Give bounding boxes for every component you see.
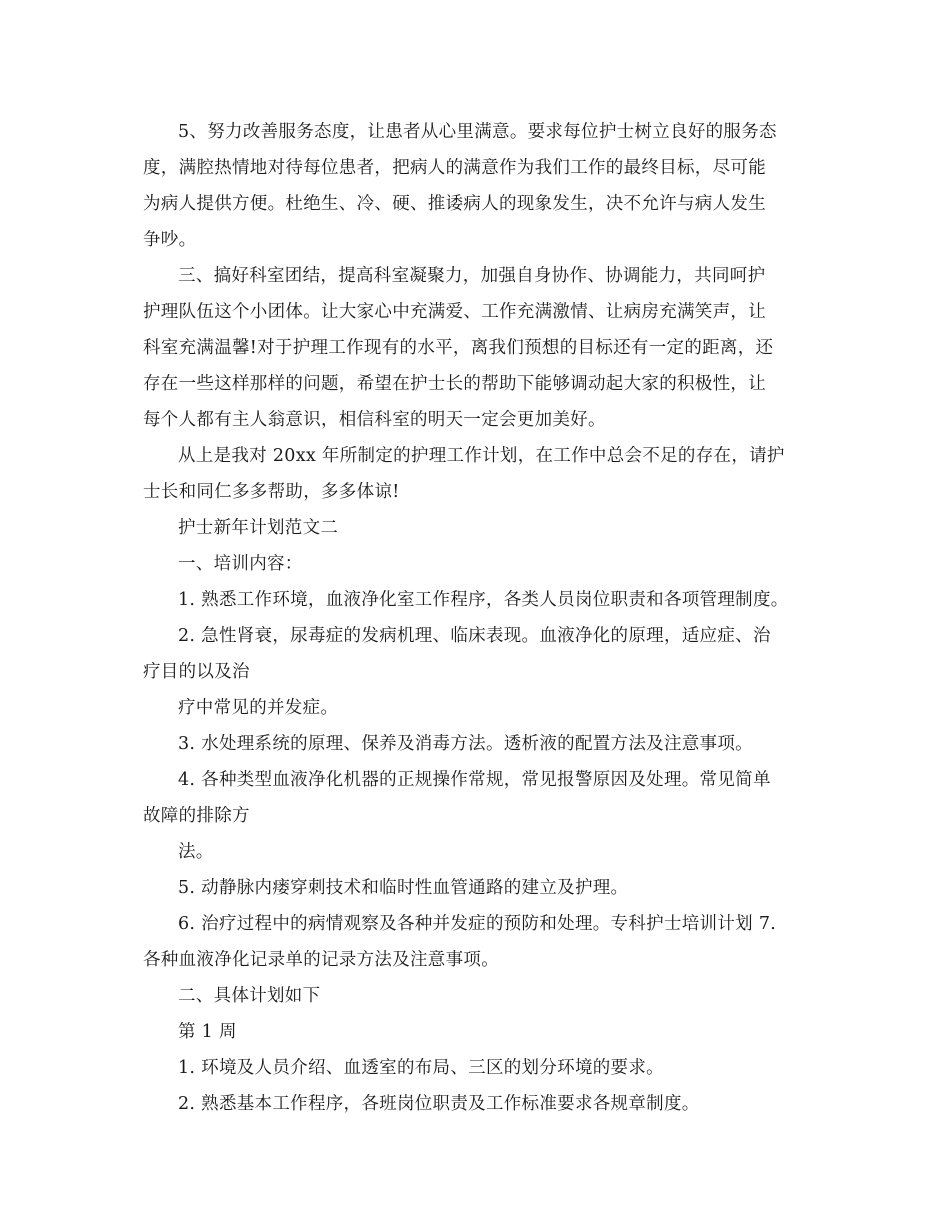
paragraph-line: 护理队伍这个小团体。让大家心中充满爱、工作充满激情、让病房充满笑声，让 [143,302,766,322]
paragraph-line: 科室充满温馨!对于护理工作现有的水平，离我们预想的目标还有一定的距离，还 [143,338,774,358]
paragraph-line: 度，满腔热情地对待每位患者，把病人的满意作为我们工作的最终目标，尽可能 [143,158,766,178]
list-item: 6. 治疗过程中的病情观察及各种并发症的预防和处理。专科护士培训计划 7. [178,914,777,934]
paragraph-line: 三、搞好科室团结，提高科室凝聚力，加强自身协作、协调能力，共同呵护 [178,266,766,286]
list-item: 2. 急性肾衰，尿毒症的发病机理、临床表现。血液净化的原理，适应症、治 [178,626,771,646]
list-item-continuation: 各种血液净化记录单的记录方法及注意事项。 [143,950,499,970]
paragraph-line: 争吵。 [143,230,197,250]
paragraph-line: 存在一些这样那样的问题，希望在护士长的帮助下能够调动起大家的积极性，让 [143,374,766,394]
list-item-continuation: 疗中常见的并发症。 [178,698,339,718]
list-item-continuation: 故障的排除方 [143,806,250,826]
section-heading: 一、培训内容： [178,554,303,574]
list-item: 1. 环境及人员介绍、血透室的布局、三区的划分环境的要求。 [178,1058,664,1078]
paragraph-line: 士长和同仁多多帮助，多多体谅! [143,482,400,502]
paragraph-line: 为病人提供方便。杜绝生、冷、硬、推诿病人的现象发生，决不允许与病人发生 [143,194,766,214]
list-item-continuation: 法。 [178,842,214,862]
week-heading: 第 1 周 [178,1022,237,1042]
list-item: 5. 动静脉内瘘穿刺技术和临时性血管通路的建立及护理。 [178,878,629,898]
list-item: 3. 水处理系统的原理、保养及消毒方法。透析液的配置方法及注意事项。 [178,734,753,754]
list-item: 1. 熟悉工作环境，血液净化室工作程序，各类人员岗位职责和各项管理制度。 [178,590,789,610]
list-item-continuation: 疗目的以及治 [143,662,250,682]
section-heading: 二、具体计划如下 [178,986,321,1006]
list-item: 2. 熟悉基本工作程序，各班岗位职责及工作标准要求各规章制度。 [178,1094,700,1114]
paragraph-line: 每个人都有主人翁意识，相信科室的明天一定会更加美好。 [143,410,606,430]
list-item: 4. 各种类型血液净化机器的正规操作常规，常见报警原因及处理。常见简单 [178,770,771,790]
section-heading: 护士新年计划范文二 [178,518,339,538]
paragraph-line: 5、努力改善服务态度，让患者从心里满意。要求每位护士树立良好的服务态 [178,122,777,142]
paragraph-line: 从上是我对 20xx 年所制定的护理工作计划，在工作中总会不足的存在，请护 [178,446,785,466]
